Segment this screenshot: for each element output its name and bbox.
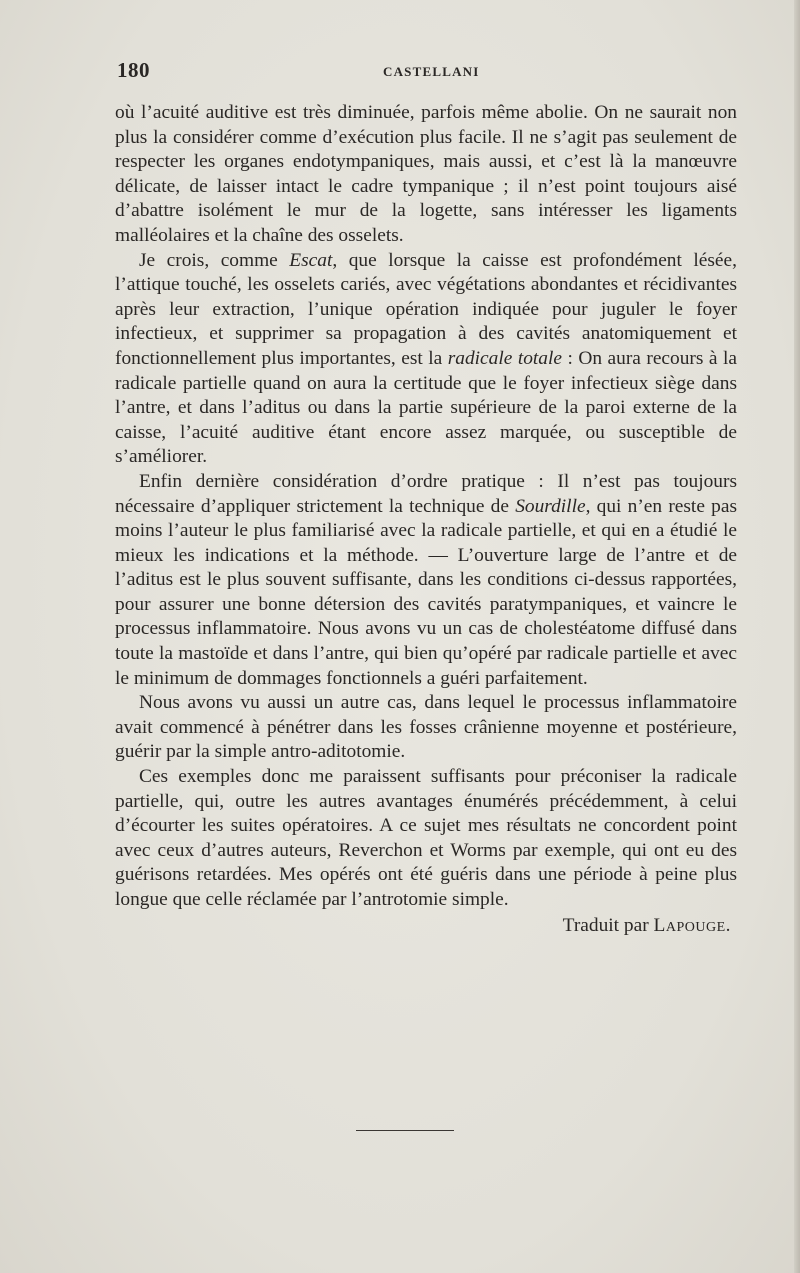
author-name-sourdille: Sourdille — [515, 495, 586, 517]
author-name-escat: Escat — [289, 249, 333, 271]
paragraph-2-text-a: Je crois, comme — [139, 249, 290, 271]
paragraph-2 — [115, 249, 737, 470]
signature-prefix: Traduit par — [562, 914, 654, 936]
running-head — [117, 58, 737, 88]
paragraph-5-text: Ces exemples donc me paraissent suffisants pour préconiser la radicale partielle, qui, outre les autres avantages énumérés précédemment, à celui d’écourter les suites opératoires. A ce sujet mes résultats ne concordent point avec ceux d’autres auteurs, Reverchon et Worms par exemple, qui ont eu des guérisons retardées. Mes opérés ont été guéris dans une période à peine plus longue que celle réclamée par l’antrotomie simple. — [115, 766, 737, 910]
running-head-title: CASTELLANI — [383, 64, 480, 79]
translator-signature — [115, 914, 737, 939]
paragraph-4-text: Nous avons vu aussi un autre cas, dans lequel le processus inflammatoire avait commencé à pénétrer dans les fosses crânienne moyenne et postérieure, guérir par la simple antro-aditotomie. — [115, 692, 737, 763]
paragraph-3-text-b: , qui n’en reste pas moins l’auteur le plus familiarisé avec la radicale partielle, et qui en a étudié le mieux les indications et la méthode. — L’ouverture large de l’antre et de l’aditus est le plus souvent suffisante, dans les conditions ci-dessus rapportées, pour assurer une bonne détersion des cavités paratympaniques, et vaincre le processus inflammatoire. Nous avons vu un cas de cholestéatome diffusé dans toute la mastoïde et dans l’antre, qui bien qu’opéré par radicale partielle et avec le minimum de dommages fonctionnels a guéri parfaitement. — [115, 495, 737, 689]
paragraph-3-text-a: Enfin dernière considération d’ordre pratique : Il n’est pas toujours nécessaire d’appliquer strictement la technique de — [115, 470, 737, 517]
paragraph-3 — [115, 470, 737, 691]
paragraph-1 — [115, 101, 737, 249]
paragraph-1-text: où l’acuité auditive est très diminuée, parfois même abolie. On ne saurait non plus la considérer comme d’exécution plus facile. Il ne s’agit pas seulement de respecter les organes endotympaniques, mais aussi, et c’est là la manœuvre délicate, de laisser intact le cadre tympanique ; il n’est point toujours aisé d’abattre isolément le mur de la logette, sans intéresser les ligaments malléolaires et la chaîne des osselets. — [115, 102, 737, 246]
paragraph-2-text-c: : On aura recours à la radicale partielle quand on aura la certitude que le foyer infectieux siège dans l’antre, et dans l’aditus ou dans la partie supérieure de la paroi externe de la caisse, l’acuité auditive étant encore assez marquée, ou susceptible de s’améliorer. — [115, 347, 737, 468]
paragraph-5 — [115, 765, 737, 913]
end-rule — [356, 1130, 454, 1131]
body-text — [115, 101, 737, 938]
paragraph-2-text-b: , que lorsque la caisse est profondément lésée, l’attique touché, les osselets cariés, avec végétations abondantes et récidivantes après leur extraction, l’unique opération indiquée pour juguler le foyer infectieux, et supprimer sa propagation à des cavités anatomiquement et fonctionnellement plus importantes, est la — [115, 249, 737, 369]
translator-name: Lapouge. — [653, 914, 731, 936]
paragraph-4 — [115, 691, 737, 765]
term-radicale-totale: radicale totale — [447, 347, 562, 369]
page-number: 180 — [117, 58, 150, 82]
page-edge-shadow — [794, 0, 800, 1273]
